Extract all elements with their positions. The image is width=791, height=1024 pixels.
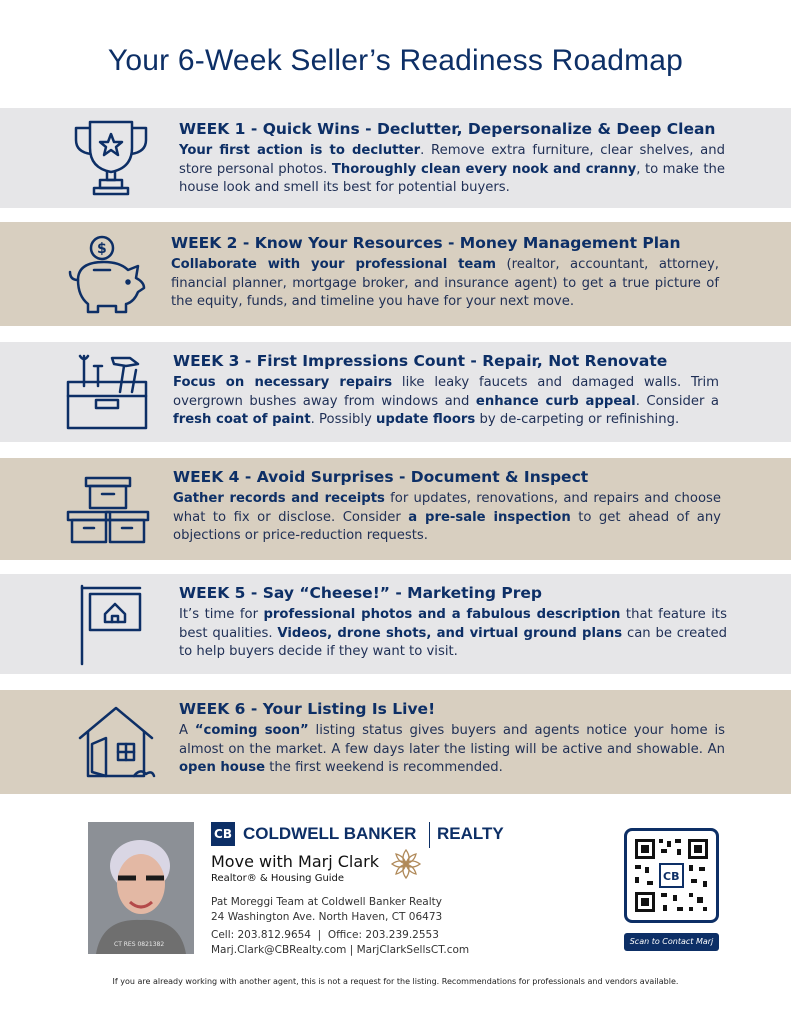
office-address: 24 Washington Ave. North Haven, CT 06473: [211, 911, 443, 923]
week-6-band: [0, 690, 791, 794]
week-5-band: [0, 574, 791, 674]
week-1-body: Your first action is to declutter. Remove extra furniture, clear shelves, and store personal photos. Thoroughly clean every nook and cranny, to make the house look and smell its best for potential buyers.: [179, 143, 725, 195]
toolbox-icon: [64, 352, 150, 432]
agent-tagline: Move with Marj Clark: [211, 852, 380, 871]
brand-suffix: REALTY: [437, 824, 504, 843]
qr-code[interactable]: [624, 828, 719, 923]
week-1-emphasis: Thoroughly clean every nook and cranny: [331, 161, 637, 177]
piggy-bank-icon: [64, 232, 154, 318]
week-5-text: [179, 584, 727, 662]
week-3-body: Focus on necessary repairs like leaky faucets and damaged walls. Trim overgrown bushes away from windows and enhance curb appeal. Consider a fresh coat of paint. Possibly update floors by de-carpeting or refinishing.: [173, 375, 720, 427]
week-1-band: [0, 108, 791, 208]
team-name: Pat Moreggi Team at Coldwell Banker Realty: [211, 896, 442, 908]
week-2-emphasis: Collaborate with your professional team: [171, 257, 497, 272]
phone-numbers: Cell: 203.812.9654 | Office: 203.239.2553: [211, 929, 439, 941]
week-6-body: A “coming soon” listing status gives buyers and agents notice your home is almost on the market. A few days later the listing will be active and showable. An open house the first weekend is recommended.: [179, 723, 725, 775]
disclaimer: If you are already working with another agent, this is not a request for the listing. Recommendations for professionals and vendors available.: [112, 977, 679, 986]
brand-divider: [429, 822, 430, 848]
week-6-text: [179, 700, 725, 778]
lotus-logo-icon: [390, 848, 422, 884]
agent-photo: [88, 822, 194, 954]
yard-sign-icon: [78, 584, 144, 666]
page-title: Your 6-Week Seller’s Readiness Roadmap: [107, 44, 684, 77]
house-icon: [78, 702, 156, 780]
week-2-heading: WEEK 2 - Know Your Resources - Money Management Plan: [171, 234, 681, 252]
week-2-band: [0, 222, 791, 326]
cb-mark-icon: CB: [211, 822, 235, 846]
week-3-band: [0, 342, 791, 442]
week-2-text: [171, 234, 719, 312]
week-3-text: [173, 352, 719, 430]
file-boxes-icon: [66, 472, 150, 548]
week-4-band: [0, 458, 791, 560]
week-4-body: Gather records and receipts for updates, renovations, and repairs and choose what to fix or disclose. Consider a pre-sale inspection to get ahead of any objections or price-reduction requests.: [173, 491, 722, 543]
email-web-links[interactable]: Marj.Clark@CBRealty.com | MarjClarkSellsCT.com: [211, 944, 470, 956]
agent-role: Realtor® & Housing Guide: [211, 873, 345, 884]
week-1-emphasis: Your first action is to declutter: [179, 143, 421, 158]
svg-text:CB: CB: [663, 870, 680, 883]
week-1-heading: WEEK 1 - Quick Wins - Declutter, Depersonalize & Deep Clean: [179, 120, 716, 138]
svg-text:$: $: [97, 241, 107, 257]
week-6-heading: WEEK 6 - Your Listing Is Live!: [179, 700, 436, 718]
qr-caption: Scan to Contact Marj: [624, 933, 719, 951]
license-number: CT RES 0821382: [114, 941, 165, 948]
team-info: [211, 895, 442, 925]
week-5-heading: WEEK 5 - Say “Cheese!” - Marketing Prep: [179, 584, 542, 602]
contact-info: [211, 928, 469, 958]
week-1-text: [179, 120, 725, 198]
week-4-text: [173, 468, 721, 546]
week-5-body: It’s time for professional photos and a fabulous description that feature its best qualities. Videos, drone shots, and virtual ground plans can be created to help buyers decide if they want to visit.: [179, 607, 728, 659]
brand-name: COLDWELL BANKER: [243, 824, 417, 843]
week-2-body: Collaborate with your professional team (realtor, accountant, attorney, financial planner, mortgage broker, and insurance agent) to get a true picture of the equity, funds, and timeline you have for your next move.: [171, 257, 720, 309]
trophy-icon: [70, 118, 152, 198]
week-4-heading: WEEK 4 - Avoid Surprises - Document & Inspect: [173, 468, 589, 486]
week-3-heading: WEEK 3 - First Impressions Count - Repair, Not Renovate: [173, 352, 668, 370]
